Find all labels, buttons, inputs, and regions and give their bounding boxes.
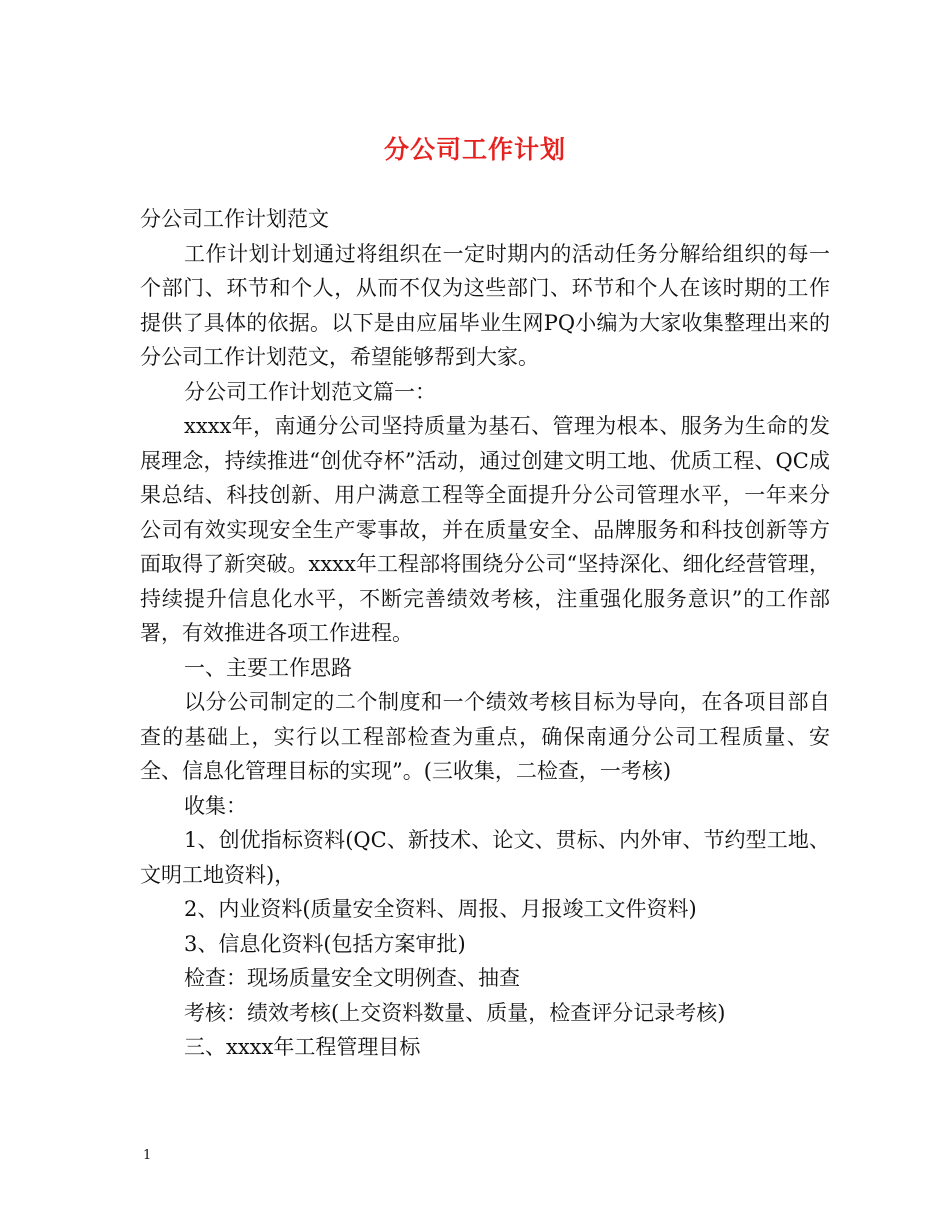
paragraph: 考核：绩效考核(上交资料数量、质量，检查评分记录考核) <box>184 1000 726 1025</box>
paragraph: 分公司工作计划范文篇一： <box>184 379 436 404</box>
page-number: 1 <box>143 1148 152 1163</box>
list-item: 1、创优指标资料(QC、新技术、论文、贯标、内外审、节约型工地、文明工地资料)， <box>140 828 830 887</box>
paragraph: 工作计划计划通过将组织在一定时期内的活动任务分解给组织的每一个部门、环节和个人，从而不仅为这些部门、环节和个人在该时期的工作提供了具体的依据。以下是由应届毕业生网PQ小编为大家收集整理出来的分公司工作计划范文，希望能够帮到大家。 <box>140 241 830 369</box>
paragraph: 以分公司制定的二个制度和一个绩效考核目标为导向，在各项目部自查的基础上，实行以工程部检查为重点，确保南通分公司工程质量、安全、信息化管理目标的实现”。(三收集，二检查，一考核) <box>140 690 830 783</box>
paragraph: 分公司工作计划范文 <box>140 207 329 231</box>
paragraph: 收集： <box>184 793 247 818</box>
section-heading: 三、xxxx年工程管理目标 <box>184 1035 421 1059</box>
list-item: 3、信息化资料(包括方案审批) <box>184 931 466 956</box>
paragraph: xxxx年，南通分公司坚持质量为基石、管理为根本、服务为生命的发展理念，持续推进“创优夺杯”活动，通过创建文明工地、优质工程、QC成果总结、科技创新、用户满意工程等全面提升分公司管理水平，一年来分公司有效实现安全生产零事故，并在质量安全、品牌服务和科技创新等方面取得了新突破。xxxx年工程部将围绕分公司“坚持深化、细化经营管理，持续提升信息化水平，不断完善绩效考核，注重强化服务意识”的工作部署，有效推进各项工作进程。 <box>140 414 830 645</box>
document-body <box>140 202 830 1065</box>
section-heading: 一、主要工作思路 <box>184 655 352 680</box>
paragraph: 检查：现场质量安全文明例查、抽查 <box>184 966 520 990</box>
page-title: 分公司工作计划 <box>383 135 566 164</box>
list-item: 2、内业资料(质量安全资料、周报、月报竣工文件资料) <box>184 897 697 921</box>
